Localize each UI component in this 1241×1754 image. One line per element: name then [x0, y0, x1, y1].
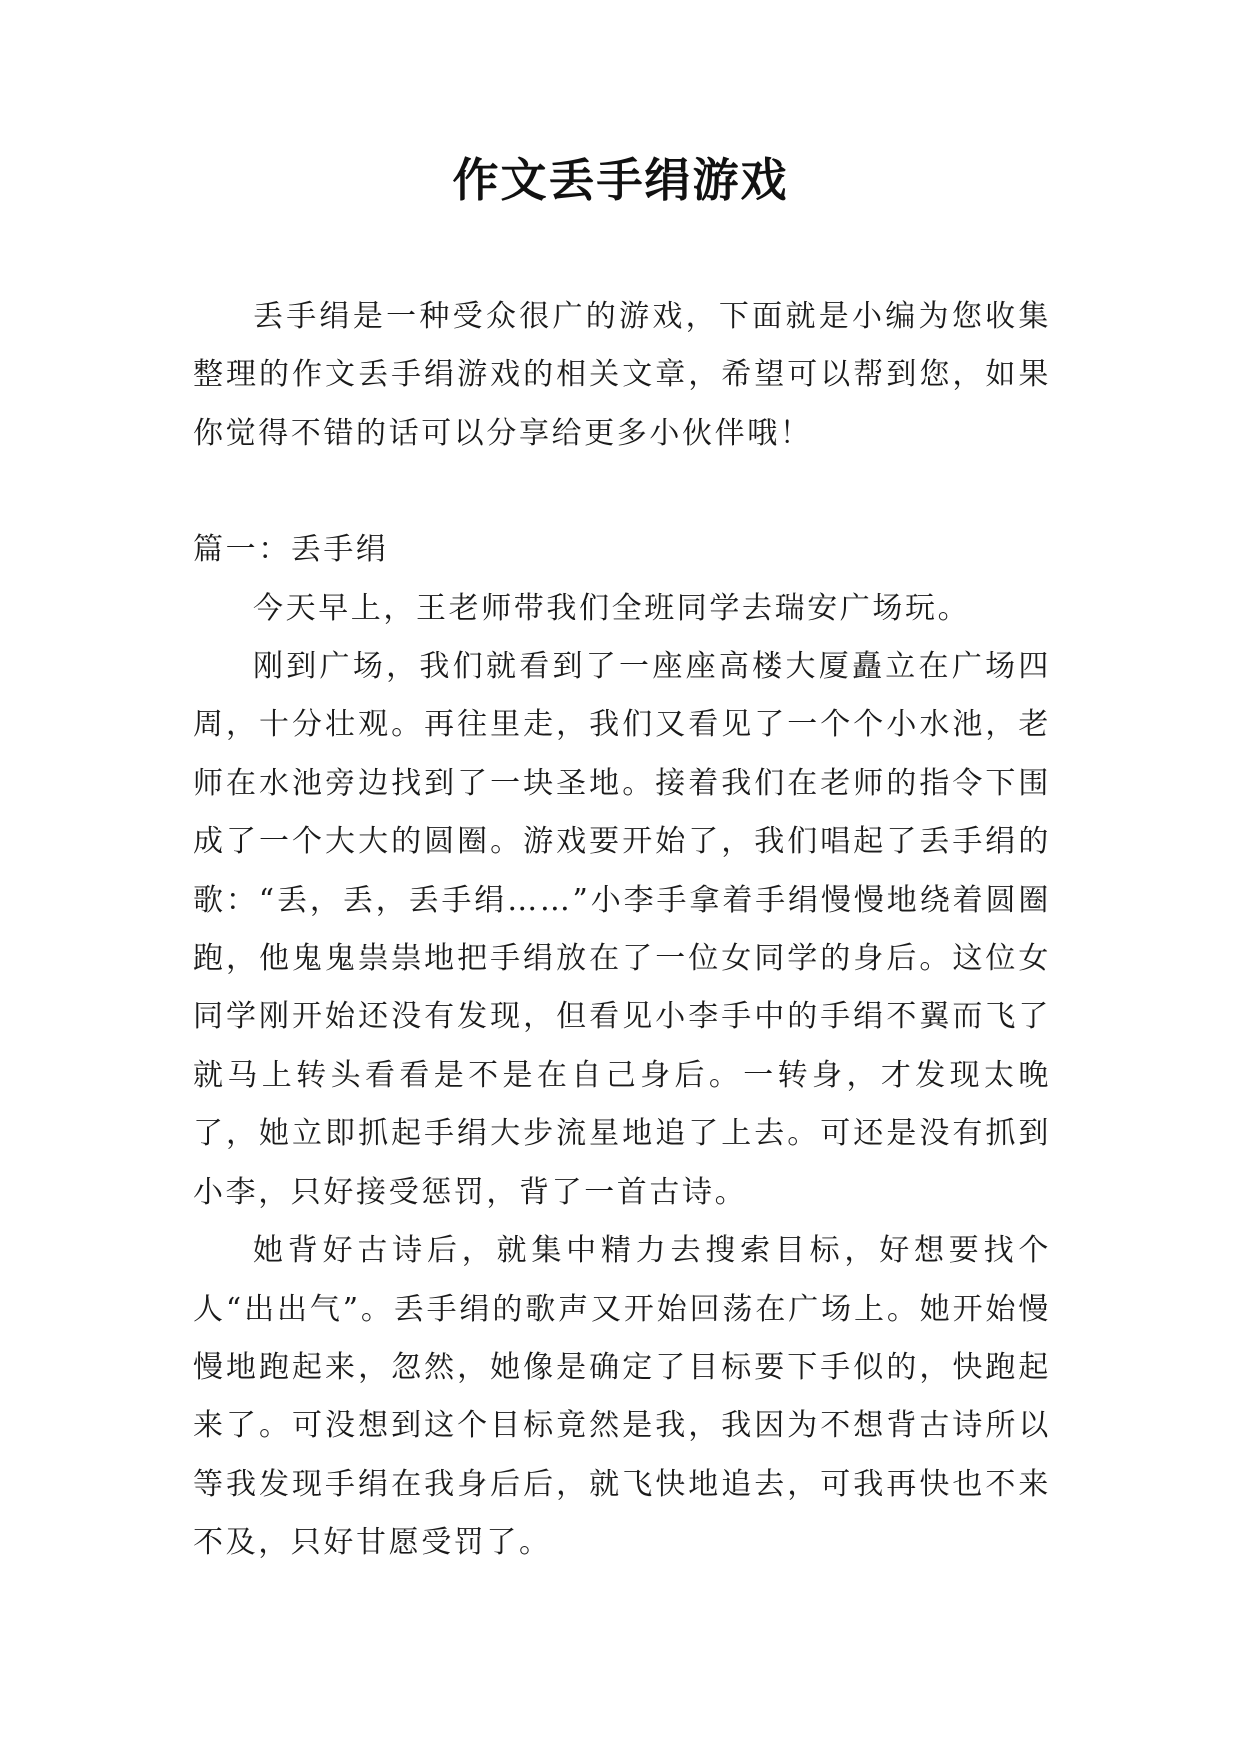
section-heading: 篇一：丢手绢 — [193, 532, 389, 568]
paragraph-1: 今天早上，王老师带我们全班同学去瑞安广场玩。 — [253, 590, 971, 626]
document-title: 作文丢手绢游戏 — [452, 153, 789, 207]
paragraph-3: 她背好古诗后，就集中精力去搜索目标，好想要找个人“出出气”。丢手绢的歌声又开始回荡在广场上。她开始慢慢地跑起来，忽然，她像是确定了目标要下手似的，快跑起来了。可没想到这个目标竟然是我，我因为不想背古诗所以等我发现手绢在我身后后，就飞快地追去，可我再快也不来不及，只好甘愿受罚了。 — [193, 1233, 1051, 1561]
intro-paragraph: 丢手绢是一种受众很广的游戏，下面就是小编为您收集整理的作文丢手绢游戏的相关文章，希望可以帮到您，如果你觉得不错的话可以分享给更多小伙伴哦！ — [193, 299, 1051, 451]
document-body — [193, 288, 1051, 1573]
paragraph-2: 刚到广场，我们就看到了一座座高楼大厦矗立在广场四周，十分壮观。再往里走，我们又看见了一个个小水池，老师在水池旁边找到了一块圣地。接着我们在老师的指令下围成了一个大大的圆圈。游戏要开始了，我们唱起了丢手绢的歌：“丢，丢，丢手绢……”小李手拿着手绢慢慢地绕着圆圈跑，他鬼鬼祟祟地把手绢放在了一位女同学的身后。这位女同学刚开始还没有发现，但看见小李手中的手绢不翼而飞了就马上转头看看是不是在自己身后。一转身，才发现太晚了，她立即抓起手绢大步流星地追了上去。可还是没有抓到小李，只好接受惩罚，背了一首古诗。 — [193, 649, 1051, 1210]
